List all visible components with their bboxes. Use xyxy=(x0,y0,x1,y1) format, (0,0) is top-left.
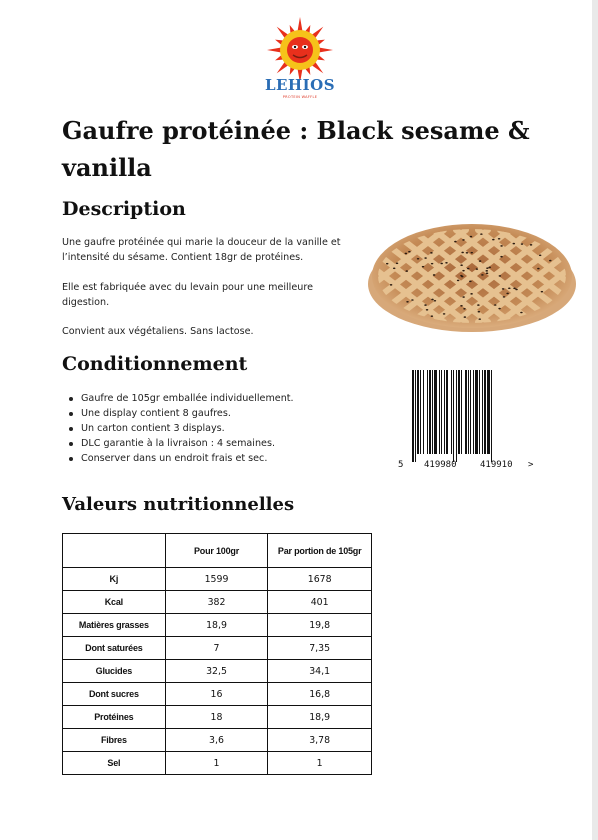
packaging-heading: Conditionnement xyxy=(62,353,248,375)
value-per-100g: 1599 xyxy=(165,568,268,591)
value-per-100g: 32,5 xyxy=(165,660,268,683)
row-label: Dont saturées xyxy=(63,637,166,660)
description-heading: Description xyxy=(62,198,186,220)
row-label: Kcal xyxy=(63,591,166,614)
value-per-portion: 1 xyxy=(268,752,372,775)
row-label: Protéines xyxy=(63,706,166,729)
value-per-portion: 16,8 xyxy=(268,683,372,706)
table-row xyxy=(63,729,372,752)
list-item: Gaufre de 105gr emballée individuellement. xyxy=(68,391,294,406)
value-per-100g: 382 xyxy=(165,591,268,614)
description-paragraph: Convient aux végétaliens. Sans lactose. xyxy=(62,326,254,337)
row-label: Matières grasses xyxy=(63,614,166,637)
table-row xyxy=(63,568,372,591)
value-per-portion: 7,35 xyxy=(268,637,372,660)
value-per-100g: 3,6 xyxy=(165,729,268,752)
nutrition-table xyxy=(62,533,372,775)
table-row xyxy=(63,591,372,614)
row-label: Glucides xyxy=(63,660,166,683)
barcode-digits-left: 419980 xyxy=(424,460,457,470)
row-label: Dont sucres xyxy=(63,683,166,706)
waffle-image xyxy=(366,206,578,336)
value-per-portion: 34,1 xyxy=(268,660,372,683)
value-per-100g: 7 xyxy=(165,637,268,660)
barcode xyxy=(398,370,538,476)
list-item: Un carton contient 3 displays. xyxy=(68,421,294,436)
table-row xyxy=(63,614,372,637)
row-label: Fibres xyxy=(63,729,166,752)
product-title: Gaufre protéinée : Black sesame & vanilla xyxy=(62,116,530,182)
brand-name: LEHIOS xyxy=(264,76,336,94)
value-per-portion: 18,9 xyxy=(268,706,372,729)
table-row xyxy=(63,683,372,706)
barcode-quiet-marker: > xyxy=(528,460,534,470)
list-item: Une display contient 8 gaufres. xyxy=(68,406,294,421)
value-per-portion: 3,78 xyxy=(268,729,372,752)
value-per-100g: 18 xyxy=(165,706,268,729)
description-paragraph: Une gaufre protéinée qui marie la douceur de la vanille et l’intensité du sésame. Contient 18gr de protéines. xyxy=(62,237,341,263)
row-label: Sel xyxy=(63,752,166,775)
row-label: Kj xyxy=(63,568,166,591)
barcode-bars xyxy=(412,370,524,462)
description-paragraph: Elle est fabriquée avec du levain pour une meilleure digestion. xyxy=(62,282,313,308)
brand-tagline: PROTEIN WAFFLE xyxy=(282,95,318,99)
column-header xyxy=(63,534,166,568)
value-per-portion: 19,8 xyxy=(268,614,372,637)
table-row xyxy=(63,637,372,660)
table-header-row xyxy=(63,534,372,568)
value-per-portion: 1678 xyxy=(268,568,372,591)
list-item: DLC garantie à la livraison : 4 semaines. xyxy=(68,436,294,451)
page-edge xyxy=(592,0,598,840)
table-row xyxy=(63,660,372,683)
nutrition-heading: Valeurs nutritionnelles xyxy=(62,494,295,515)
barcode-digit-prefix: 5 xyxy=(398,460,404,470)
sun-icon xyxy=(262,16,338,80)
table-row xyxy=(63,706,372,729)
table-row xyxy=(63,752,372,775)
value-per-portion: 401 xyxy=(268,591,372,614)
list-item: Conserver dans un endroit frais et sec. xyxy=(68,451,294,466)
value-per-100g: 16 xyxy=(165,683,268,706)
value-per-100g: 18,9 xyxy=(165,614,268,637)
packaging-list xyxy=(68,391,294,466)
column-header: Pour 100gr xyxy=(165,534,268,568)
value-per-100g: 1 xyxy=(165,752,268,775)
brand-logo xyxy=(262,16,338,104)
column-header: Par portion de 105gr xyxy=(268,534,372,568)
barcode-digits-right: 419910 xyxy=(480,460,513,470)
